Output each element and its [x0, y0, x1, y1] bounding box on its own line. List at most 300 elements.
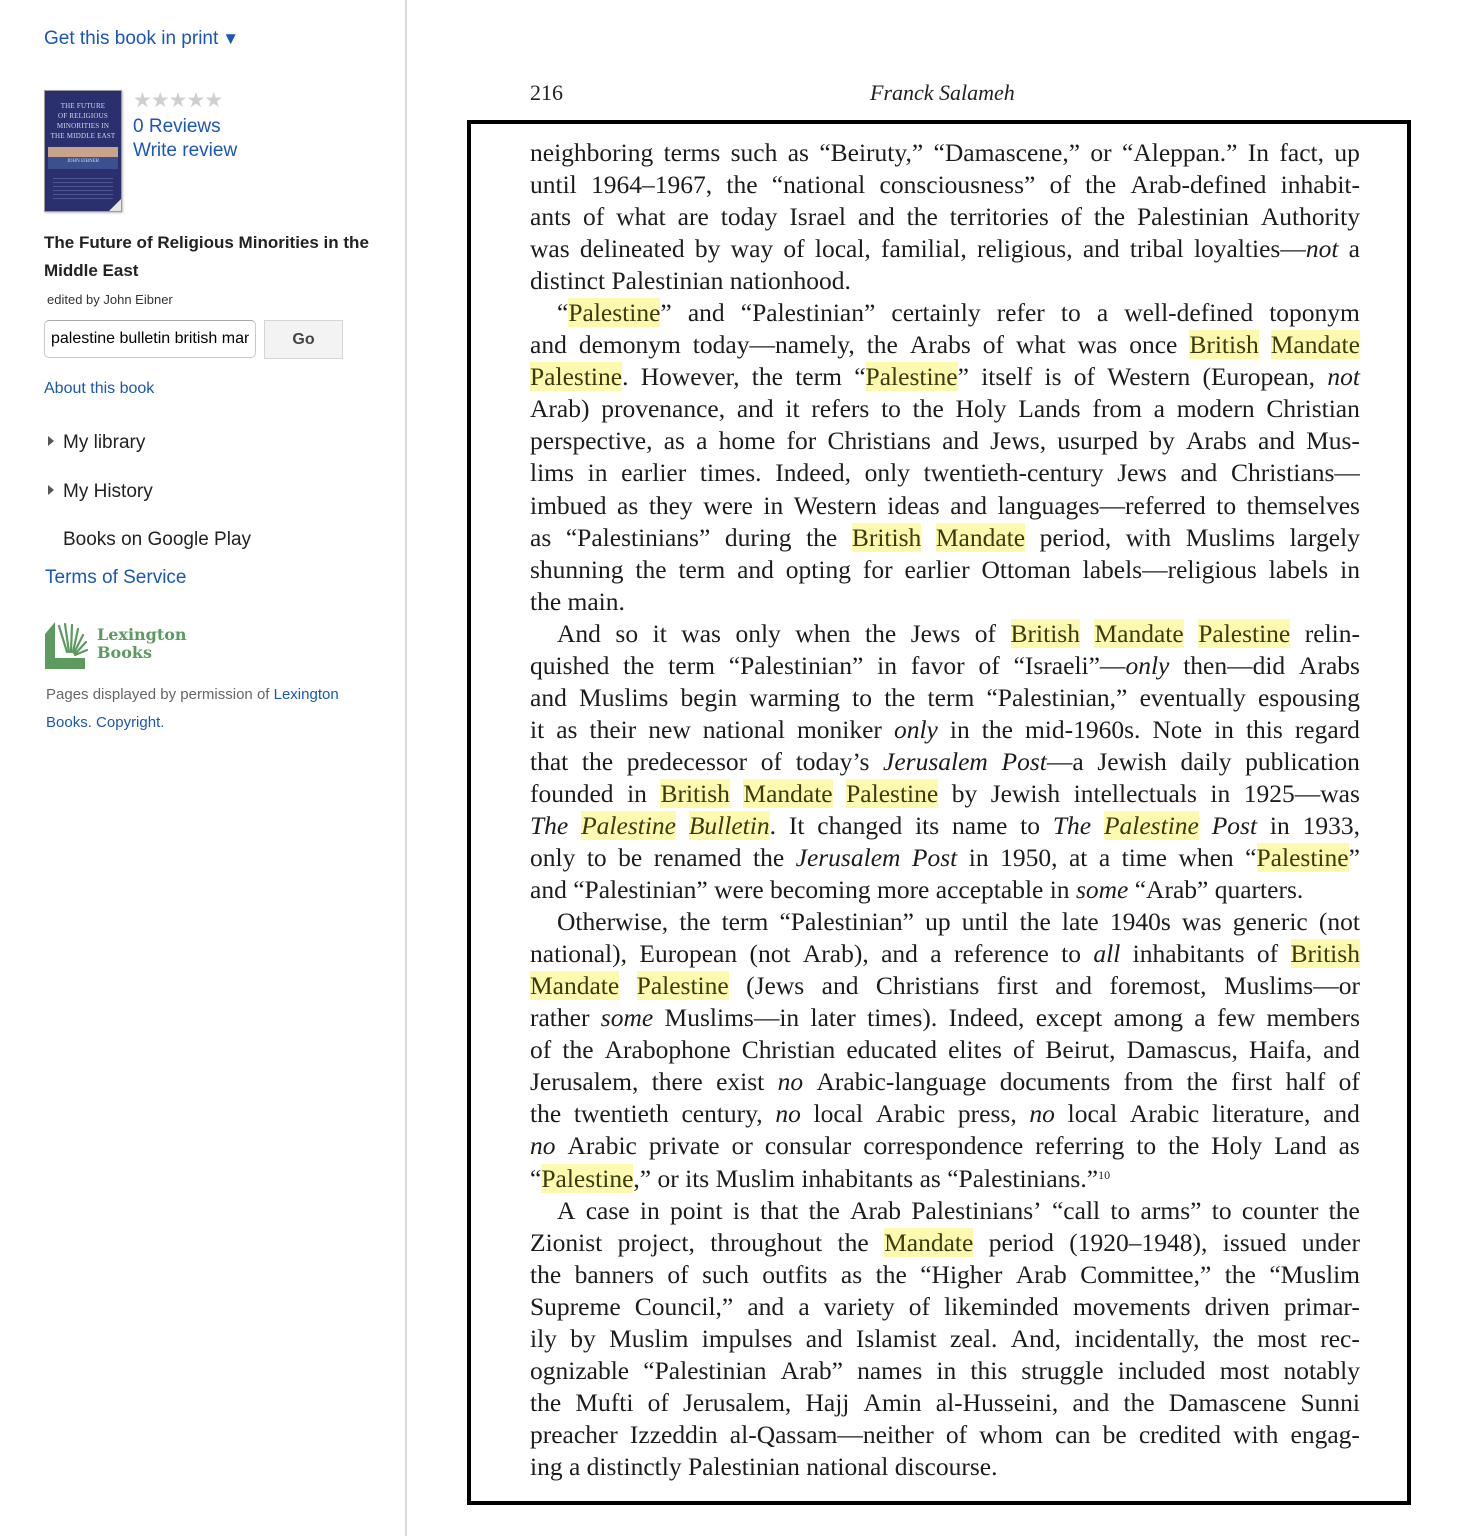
word: [979, 1419, 1043, 1451]
word: [786, 554, 851, 586]
text-run: the: [1093, 202, 1126, 232]
word: [749, 682, 840, 714]
text-run: period,: [1039, 522, 1112, 552]
star-icon: ★: [186, 89, 205, 112]
text-run: “: [557, 298, 569, 328]
text-run: preacher: [530, 1419, 618, 1449]
word: [749, 938, 790, 970]
word: [586, 1195, 630, 1227]
word: [1011, 1323, 1061, 1355]
word: [1302, 1227, 1360, 1259]
text-run: its: [915, 810, 940, 840]
text-line: [530, 297, 1360, 329]
word: [990, 425, 1046, 457]
search-highlight: British: [660, 778, 730, 808]
nav-my-library[interactable]: [48, 432, 145, 454]
word: [1320, 1323, 1360, 1355]
word: [911, 1195, 1041, 1227]
cover-title: [45, 101, 121, 141]
text-run: project,: [617, 1227, 695, 1257]
word: [763, 490, 783, 522]
word: [609, 1323, 688, 1355]
text-run: a: [696, 426, 708, 456]
text-run: 1925—was: [1243, 778, 1360, 808]
text-line: [530, 1355, 1360, 1387]
text-run: by: [951, 778, 978, 808]
terms-of-service-link[interactable]: Terms of Service: [45, 567, 187, 588]
word: [530, 1098, 561, 1130]
text-run: Jerusalem: [883, 746, 988, 776]
text-run: the: [635, 554, 667, 584]
text-run: foremost,: [1109, 971, 1207, 1001]
word: [1257, 1323, 1307, 1355]
word: [1011, 618, 1080, 650]
word: [530, 874, 567, 906]
text-line: [530, 169, 1360, 201]
word: [1178, 842, 1233, 874]
word: [991, 778, 1060, 810]
word: [742, 1034, 836, 1066]
publisher-link[interactable]: Lexington Books: [46, 686, 339, 731]
text-run: names: [857, 1355, 923, 1385]
word: [796, 842, 901, 874]
text-run: of: [667, 1259, 689, 1289]
text-run: as: [530, 522, 552, 552]
text-run: A: [557, 1195, 576, 1225]
page-curl-icon: [109, 199, 121, 211]
text-run: whom: [979, 1419, 1043, 1449]
word: [716, 1163, 795, 1195]
word: [683, 1387, 791, 1419]
word: [997, 297, 1045, 329]
text-run: local: [1067, 1099, 1118, 1129]
text-run: only: [735, 618, 781, 648]
word: [1216, 490, 1236, 522]
word: [1135, 874, 1209, 906]
text-line: [530, 810, 1360, 842]
word: [530, 1227, 602, 1259]
word: [762, 1259, 827, 1291]
word: [637, 970, 729, 1002]
word: [1267, 1002, 1360, 1034]
word: [911, 650, 965, 682]
word: [530, 970, 619, 1002]
word: [785, 393, 799, 425]
word: [1242, 1195, 1318, 1227]
word: [670, 1195, 722, 1227]
text-run: And: [557, 618, 601, 648]
text-run: more: [876, 875, 930, 905]
word: [1110, 1195, 1130, 1227]
word: [1016, 329, 1066, 361]
word: [714, 874, 764, 906]
word: [946, 1419, 967, 1451]
text-run: shunning: [530, 554, 624, 584]
word: [911, 618, 961, 650]
word: [1180, 746, 1231, 778]
word: [796, 746, 870, 778]
word: [781, 1355, 843, 1387]
text-run: with: [1125, 522, 1172, 552]
word: [884, 1227, 973, 1259]
text-run: Post: [1211, 810, 1258, 840]
word: [1152, 714, 1202, 746]
text-run: and: [821, 971, 859, 1001]
word: [583, 201, 604, 233]
text-run: a: [1153, 394, 1165, 424]
text-run: of: [908, 1291, 930, 1321]
text-run: when: [795, 618, 851, 648]
word: [1000, 1066, 1110, 1098]
text-run: Amin: [863, 1387, 922, 1417]
text-run: Zionist: [530, 1227, 603, 1257]
word: [912, 842, 957, 874]
word: [1182, 906, 1222, 938]
text-run: time: [1121, 843, 1167, 873]
word: [1055, 1419, 1090, 1451]
word: [1261, 201, 1360, 233]
text-run: name: [952, 810, 1008, 840]
text-run: under: [1301, 1227, 1360, 1257]
text-run: imbued: [530, 490, 607, 520]
text-run: Christian: [1266, 394, 1360, 424]
text-run: Islamist: [855, 1323, 937, 1353]
text-run: term: [678, 554, 726, 584]
get-book-in-print-link[interactable]: [44, 28, 239, 50]
text-run: 1933,: [1302, 810, 1360, 840]
text-run: twentieth: [573, 1099, 669, 1129]
word: [1052, 1195, 1100, 1227]
text-run: earlier: [904, 554, 970, 584]
word: [668, 650, 715, 682]
text-line: [530, 457, 1360, 489]
word: [530, 522, 551, 554]
word: [1083, 554, 1257, 586]
text-run: Arabophone: [604, 1035, 731, 1065]
word: [530, 233, 570, 265]
word: [630, 1419, 718, 1451]
word: [778, 1066, 804, 1098]
word: [730, 1419, 934, 1451]
lexington-logo-icon: [45, 620, 93, 669]
text-run: terms: [663, 138, 721, 167]
text-run: publication: [1245, 746, 1360, 776]
text-line: [530, 714, 1360, 746]
text-run: incidentally,: [1074, 1323, 1200, 1353]
text-run: “: [530, 1163, 542, 1193]
text-run: notably: [1283, 1355, 1360, 1385]
text-run: then—did: [1183, 650, 1286, 680]
text-run: inhabitants: [1132, 939, 1245, 969]
word: [954, 938, 1049, 970]
text-run: neighboring: [530, 138, 654, 167]
word: [1247, 490, 1360, 522]
word: [530, 361, 628, 393]
text-run: not: [1305, 234, 1339, 264]
text-run: loyalties—: [1193, 234, 1306, 264]
copyright-link[interactable]: Copyright: [96, 714, 161, 731]
word: [703, 714, 785, 746]
text-run: Palestinian: [611, 266, 724, 296]
text-run: generic: [1232, 907, 1308, 937]
text-run: of: [783, 234, 805, 264]
text-run: distinctly: [586, 1451, 682, 1481]
word: [910, 329, 971, 361]
text-run: the: [1328, 1195, 1360, 1225]
text-run: ing: [530, 1451, 563, 1481]
text-run: provenance,: [601, 394, 726, 424]
word: [530, 1259, 561, 1291]
end-dot: .: [160, 714, 165, 731]
word: [574, 1098, 669, 1130]
text-run: consciousness”: [879, 170, 1036, 200]
text-run: Post: [911, 843, 958, 873]
word: [928, 682, 975, 714]
text-run: of: [647, 1387, 669, 1417]
text-run: a: [1096, 298, 1109, 328]
nav-my-history[interactable]: [48, 481, 153, 503]
word: [530, 201, 571, 233]
word: [530, 938, 627, 970]
word: [858, 201, 895, 233]
text-run: Mus-: [1306, 426, 1360, 456]
word: [743, 778, 832, 810]
word: [913, 393, 944, 425]
text-run: a: [1348, 234, 1360, 264]
footnote-ref[interactable]: 10: [1098, 1167, 1111, 1182]
word: [664, 425, 685, 457]
word: [934, 137, 1081, 169]
text-run: local,: [814, 234, 871, 264]
word: [1093, 938, 1120, 970]
word: [567, 1130, 636, 1162]
word: [580, 233, 685, 265]
word: [1044, 361, 1061, 393]
text-run: as: [787, 138, 809, 167]
word: [819, 137, 923, 169]
text-run: Palestinians’: [911, 1195, 1042, 1225]
search-highlight: Palestine: [541, 1163, 634, 1193]
text-run: new: [648, 714, 691, 744]
book-cover-thumbnail[interactable]: [44, 90, 122, 212]
word: [982, 714, 1013, 746]
word: [876, 970, 979, 1002]
text-run: some: [1075, 875, 1129, 905]
nav-label: My History: [63, 481, 153, 502]
text-line: [530, 329, 1360, 361]
text-run: a: [568, 1451, 581, 1481]
text-run: they: [648, 490, 693, 520]
text-run: intellectuals: [1073, 778, 1197, 808]
word: [894, 714, 938, 746]
word: [981, 554, 1070, 586]
text-run: by: [570, 1323, 596, 1353]
word: [1130, 169, 1266, 201]
text-run: was: [530, 234, 570, 264]
word: [700, 457, 762, 489]
word: [1244, 778, 1360, 810]
search-highlight: British: [1189, 330, 1259, 360]
cover-editor: JOHN EIBNER: [66, 159, 100, 164]
text-run: national),: [530, 939, 628, 969]
text-run: main.: [567, 586, 625, 616]
text-run: Damascus,: [1126, 1035, 1238, 1065]
about-this-book-link[interactable]: About this book: [44, 380, 155, 397]
text-line: [530, 682, 1360, 714]
text-run: and: [530, 682, 567, 712]
text-run: themselves: [1246, 490, 1360, 520]
text-run: only: [893, 714, 938, 744]
text-run: Indeed,: [775, 458, 851, 488]
text-run: begin: [680, 682, 738, 712]
search-in-book-input[interactable]: [44, 320, 256, 358]
word: [689, 810, 776, 842]
text-run: of: [978, 650, 1000, 680]
text-run: Note: [1152, 714, 1203, 744]
word: [981, 361, 1032, 393]
text-run: Lands: [1018, 394, 1081, 424]
text-run: no: [775, 1099, 801, 1129]
word: [688, 1451, 800, 1483]
text-run: and: [881, 939, 918, 969]
word: [817, 810, 902, 842]
word: [962, 906, 1009, 938]
text-run: rather: [530, 1003, 590, 1033]
text-run: arms”: [1140, 1195, 1202, 1225]
text-run: European: [639, 939, 738, 969]
text-run: Christians—: [1230, 458, 1360, 488]
text-run: of: [945, 1419, 968, 1449]
word: [1194, 1002, 1205, 1034]
text-line: [530, 842, 1360, 874]
word: [1246, 714, 1283, 746]
text-run: “Palestinians.”: [947, 1163, 1099, 1193]
text-run: variety: [823, 1291, 895, 1321]
word: [811, 393, 869, 425]
text-run: as: [840, 1259, 863, 1289]
text-line: [530, 1419, 1360, 1451]
text-run: The: [1052, 810, 1092, 840]
word: [601, 1002, 653, 1034]
text-run: Christians: [875, 971, 980, 1001]
text-line: [530, 1387, 1360, 1419]
text-run: Western: [793, 490, 877, 520]
word: [950, 490, 987, 522]
text-run: “Palestinians”: [565, 522, 711, 552]
word: [1299, 650, 1360, 682]
word: [530, 393, 589, 425]
text-run: to: [586, 843, 607, 873]
text-run: was: [681, 618, 721, 648]
word: [695, 233, 721, 265]
word: [710, 1227, 822, 1259]
word: [1339, 1130, 1360, 1162]
text-run: and: [805, 1323, 843, 1353]
text-run: the: [1224, 1259, 1256, 1289]
text-run: perspective,: [530, 426, 653, 456]
cover-title-line: MINORITIES IN: [56, 122, 110, 130]
word: [975, 618, 996, 650]
word: [579, 682, 668, 714]
word: [970, 1355, 1007, 1387]
word: [969, 842, 989, 874]
word: [1211, 1130, 1262, 1162]
word: [977, 233, 1073, 265]
word: [1266, 393, 1360, 425]
text-run: ”: [660, 298, 672, 328]
text-line: [530, 1195, 1360, 1227]
text-run: .: [622, 362, 629, 392]
word: [530, 778, 614, 810]
word: [611, 265, 723, 297]
text-run: Muslim: [715, 1163, 795, 1193]
text-run: term: [721, 907, 769, 937]
word: [930, 938, 941, 970]
word: [1220, 1355, 1270, 1387]
text-run: most: [1219, 1355, 1270, 1385]
text-run: as: [663, 426, 685, 456]
word: [588, 457, 608, 489]
book-editor: edited by John Eibner: [47, 292, 173, 307]
triangle-down-icon: ▼: [222, 29, 240, 48]
sep-dot: .: [87, 714, 97, 731]
text-run: it: [652, 618, 667, 648]
text-run: fact,: [1279, 138, 1324, 167]
text-run: only: [530, 843, 576, 873]
text-run: what: [1015, 330, 1066, 360]
word: [653, 618, 667, 650]
text-run: “Palestinian”: [779, 907, 914, 937]
word: [649, 490, 693, 522]
word: [936, 874, 1044, 906]
word: [615, 618, 638, 650]
go-button[interactable]: Go: [264, 320, 343, 359]
word: [1124, 297, 1253, 329]
word: [1045, 1034, 1115, 1066]
text-run: term: [927, 682, 975, 712]
text-run: Arab-defined: [1130, 170, 1267, 200]
word: [667, 1259, 688, 1291]
publisher-logo[interactable]: [45, 620, 190, 670]
word: [881, 938, 918, 970]
word: [1258, 682, 1360, 714]
text-run: well-defined: [1124, 298, 1254, 328]
word: [649, 1130, 720, 1162]
text-run: and: [1258, 426, 1295, 456]
word: [568, 586, 625, 618]
word: [579, 329, 681, 361]
text-run: to: [1136, 1131, 1157, 1161]
text-run: primar-: [1283, 1291, 1360, 1321]
text-run: of: [760, 746, 783, 776]
text-run: Mufti: [575, 1387, 634, 1417]
text-run: toponym: [1269, 298, 1360, 328]
reviews-count-link[interactable]: 0 Reviews: [133, 116, 221, 137]
nav-books-on-google-play[interactable]: [48, 529, 251, 551]
text-run: century,: [681, 1099, 763, 1129]
text-run: the: [1186, 1067, 1218, 1097]
cover-contributors: [53, 175, 113, 201]
word: [1114, 1002, 1183, 1034]
word: [601, 393, 725, 425]
word: [1097, 746, 1166, 778]
text-run: credited: [1138, 1419, 1221, 1449]
word: [1245, 746, 1360, 778]
word: [772, 169, 865, 201]
write-review-link[interactable]: Write review: [133, 140, 238, 161]
word: [775, 457, 851, 489]
text-run: the: [884, 682, 916, 712]
